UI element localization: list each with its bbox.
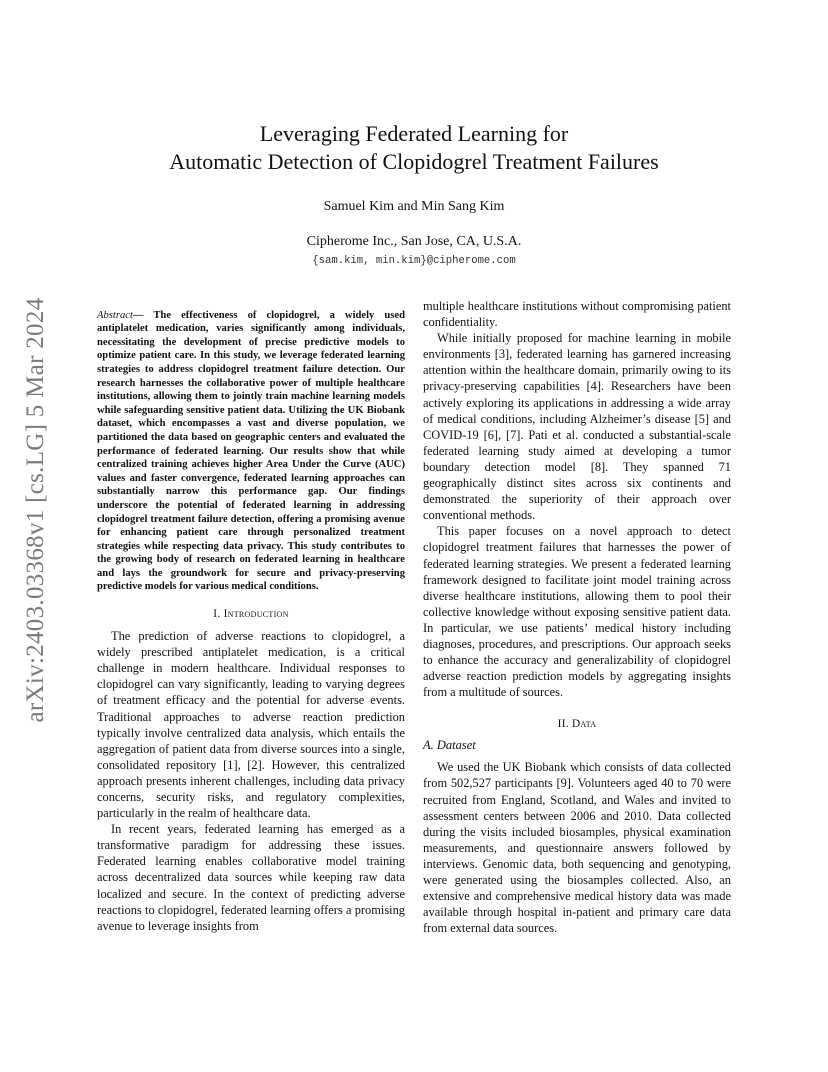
subsection-heading-dataset: A. Dataset bbox=[423, 738, 476, 753]
title-line-2: Automatic Detection of Clopidogrel Treatment Failures bbox=[169, 149, 659, 174]
abstract bbox=[97, 309, 405, 594]
title-line-1: Leveraging Federated Learning for bbox=[259, 121, 569, 146]
affiliation: Cipherome Inc., San Jose, CA, U.S.A. bbox=[306, 234, 522, 249]
left-column bbox=[97, 298, 405, 934]
abstract-text: — The effectiveness of clopidogrel, a widely used antiplatelet medication, varies significantly among individuals, necessitating the development of precise predictive models to optimize patient care. In this study, we leverage federated learning strategies to address clopidogrel treatment failure detection. Our research harnesses the collaborative power of multiple healthcare institutions, allowing them to jointly train machine learning models while safeguarding sensitive patient data. Utilizing the UK Biobank dataset, which encompasses a vast and diverse population, we partitioned the data based on geographic centers and evaluated the performance of federated learning. Our results show that while centralized training achieves higher Area Under the Curve (AUC) values and faster convergence, federated learning approaches can substantially narrow this performance gap. Our findings underscore the potential of federated learning in addressing clopidogrel treatment failure detection, offering a promising avenue for enhancing patient care through personalized treatment strategies while respecting data privacy. This study contributes to the growing body of research on federated learning in healthcare and lays the groundwork for secure and privacy-preserving predictive models for various medical conditions. bbox=[97, 309, 405, 593]
paper-title bbox=[0, 120, 828, 176]
intro-paragraph-2: In recent years, federated learning has emerged as a transformative paradigm for addressing these issues. Federated learning enables collaborative model training across decentralized data sources while keeping raw data localized and secure. In the context of predicting adverse reactions to clopidogrel, federated learning offers a promising avenue to leverage insights from bbox=[97, 822, 405, 933]
intro-paragraph-2-continued: multiple healthcare institutions without compromising patient confidentiality. bbox=[423, 299, 731, 330]
right-column bbox=[423, 298, 731, 936]
section-heading-data: II. Data bbox=[557, 718, 597, 731]
arxiv-sidebar bbox=[16, 250, 56, 770]
authors: Samuel Kim and Min Sang Kim bbox=[323, 199, 505, 214]
section-heading-introduction: I. Introduction bbox=[213, 608, 289, 621]
intro-paragraph-1: The prediction of adverse reactions to clopidogrel, a widely prescribed antiplatelet medication, is a critical challenge in modern healthcare. Individual responses to clopidogrel can vary significantly, leading to varying degrees of treatment efficacy and the potential for adverse events. Traditional approaches to adverse reaction prediction typically involve centralized data analysis, which entails the aggregation of patient data from diverse sources into a single, consolidated repository [1], [2]. However, this centralized approach presents inherent challenges, including data privacy concerns, security risks, and regulatory complexities, particularly in the realm of healthcare data. bbox=[97, 629, 405, 821]
abstract-lead: Abstract bbox=[97, 309, 133, 321]
intro-paragraph-3-text: While initially proposed for machine learning in mobile environments [3], federated learning has garnered increasing attention within the healthcare domain, primarily owing to its privacy-preserving capabilities [4]. Researchers have been actively exploring its applications in addressing a wide array of medical conditions, including Alzheimer’s disease [5] and COVID-19 [6], [7]. Pati et al. conducted a substantial-scale federated learning study aimed at developing a tumor boundary detection model [8]. They spanned 71 geographically distinct sites across six continents and demonstrated the superiority of their approach over conventional methods. bbox=[423, 331, 731, 523]
intro-paragraph-3 bbox=[423, 330, 731, 523]
dataset-paragraph: We used the UK Biobank which consists of data collected from 502,527 participants [9]. Volunteers aged 40 to 70 were recruited from England, Scotland, and Wales and invited to assessment centers between 2006 and 2010. Data collected during the visits included biosamples, physical examination measurements, and questionnaire answers followed by interviews. Genomic data, both sequencing and genotyping, were generated using the biosamples collected. Also, an extensive and comprehensive medical history data was made available through hospital in-patient and primary care data from external data sources. bbox=[423, 760, 731, 936]
arxiv-identifier: arXiv:2403.03368v1 [cs.LG] 5 Mar 2024 bbox=[22, 297, 49, 723]
intro-paragraph-4: This paper focuses on a novel approach to detect clopidogrel treatment failures that harnesses the power of federated learning strategies. We present a federated learning framework designed to facilitate joint model training across diverse healthcare institutions, allowing them to pool their collective knowledge without exposing sensitive patient data. In particular, we use patients’ medical history including diagnoses, procedures, and prescriptions. Our approach seeks to enhance the accuracy and generalizability of clopidogrel adverse reaction prediction models by aggregating insights from a multitude of sources. bbox=[423, 524, 731, 700]
author-email: {sam.kim, min.kim}@cipherome.com bbox=[312, 255, 516, 267]
